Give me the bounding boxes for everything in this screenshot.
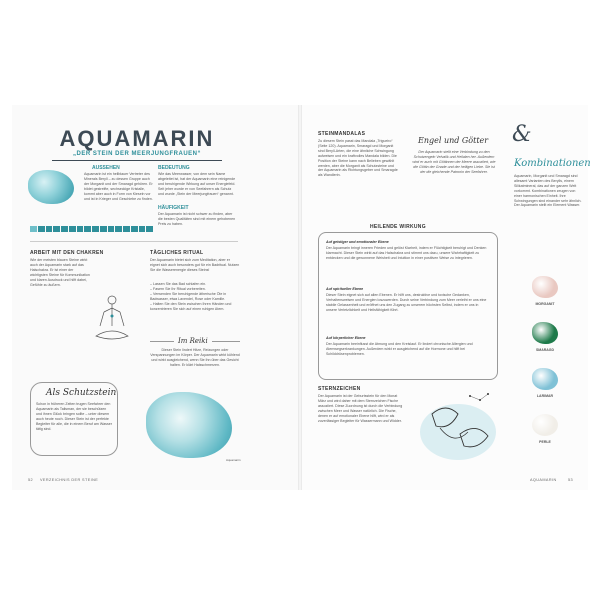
geistig-text: Der Aquamarin bringt inneren Frieden und gelöst Klarheit, indem er Flüchtigkeit beruhigt und Denken klarmacht. Dieser Stein wirkt auf das Halschakra und stimmt uns dazu, unsere Wahrhaftigkeit zu entdecken und die gewonnene Weisheit und Intuition in einer positiven Weise zu integrieren.: [326, 246, 487, 260]
footer-right-label: AQUAMARIN: [530, 478, 557, 482]
haeufigkeit-heading: HÄUFIGKEIT: [158, 205, 189, 211]
spirituell-text: Dieser Stein eignet sich auf allen Ebenen. Er hilft uns, destruktive und toxische Gedanken, Verhaltensweisen und Energien loszuwerden. Durch seine Verbindung zum Meer verleiht er uns eine stabile Gelassenheit und eröffnet uns den Zugang zu unserem höchsten Selbst, indem er uns in unsere Verletzlichkeit und Heilsfähigkeit führt.: [326, 293, 487, 312]
bedeutung-heading: BEDEUTUNG: [158, 165, 190, 171]
reiki-rule-right: [212, 341, 240, 342]
book-gutter: [298, 105, 302, 490]
gem-image: [532, 322, 558, 344]
engel-heading: Engel und Götter: [418, 136, 489, 145]
color-bar-segment: [100, 226, 107, 232]
reiki-rule-left: [150, 341, 174, 342]
ritual-step: – Verwenden Sie beruhigende ätherische Öle in Badwasser, etwa Lavendel, Rose oder Kamille.: [150, 291, 227, 301]
footer-right-page-number: 53: [568, 478, 574, 482]
meditation-figure-illustration: [92, 292, 132, 352]
aquamarine-stone-image: [28, 170, 74, 204]
spirituell-heading: Auf spiritueller Ebene: [326, 287, 364, 291]
ritual-step: – Fasern Sie Ihr Ritual vorbereiten.: [150, 286, 206, 291]
heilende-heading: HEILENDE WIRKUNG: [366, 224, 430, 230]
geistig-heading: Auf geistiger und emotionaler Ebene: [326, 240, 389, 244]
reiki-text: Dieser Stein lindert Hitze, Reizungen oder Verspannungen im Körper. Der Aquamarin wirkt kühlend und wirkt ausgleichend, wenn Sie ihn über das Gesicht halten. Er klärt Halsschmerzen.: [150, 348, 240, 367]
engel-text: Der Aquamarin stellt eine Verbindung zu den Schutzengeln Velvalik und Heilalen her. Außerdem wird er auch mit Göttinnen der Meere assoziiert, wie die Göttin der Gnade und der heiligen Liebe. Sie ist der die gleichende Patronin der Seefahrer.: [412, 150, 496, 174]
kombinationen-text: Aquamarin, Morganit und Smaragd sind allesamt Varianten des Berylls, einem Silikatmineral, das auf der ganzen Welt vorkommt. Kombinationen zeugen von einer harmonischen Einheit. Ihre Schwingungen sind einander sehr ähnlich. Der Aquamarin stellt ein Element Wasser.: [514, 174, 582, 208]
chakren-text: Wie der meisten blauen Steine wirkt auch der Aquamarin stark auf das Halschakra. Er ist einer der wichtigsten Steine für Kommunikation und klaren Ausdruck und hilft dabei, Gefühle zu äußern.: [30, 258, 90, 287]
gem-label: MORGANIT: [535, 302, 555, 306]
color-bar-segment: [146, 226, 153, 232]
aussehen-heading: AUSSEHEN: [92, 165, 120, 171]
footer-left-label: VERZEICHNIS DER STEINE: [40, 478, 99, 482]
gem-image: [532, 276, 558, 298]
ritual-text: Der Aquamarin bietet sich zum Meditation, aber er eignet sich auch besonders gut für ein Badritual. Nutzen Sie die Wasserenergie dieses Steins!: [150, 258, 240, 272]
color-bar-segment: [108, 226, 115, 232]
color-bar-segment: [30, 226, 37, 232]
koerper-heading: Auf körperlicher Ebene: [326, 336, 366, 340]
title-divider: [52, 160, 222, 161]
page-title: AQUAMARIN: [59, 126, 215, 151]
color-bar-segment: [139, 226, 146, 232]
color-bar-segment: [61, 226, 68, 232]
color-bar-segment: [69, 226, 76, 232]
haeufigkeit-text: Der Aquamarin ist nicht schwer zu finden, aber die besten Qualitäten sind mit einem gehobenen Preis zu haben.: [158, 212, 236, 226]
color-bar-segment: [123, 226, 130, 232]
section-divider: [30, 241, 238, 242]
gem-label: LARIMAR: [536, 394, 554, 398]
ritual-steps-list: [150, 282, 242, 311]
gem-list: [520, 276, 580, 466]
color-bar-segment: [84, 226, 91, 232]
gem-image: [532, 368, 558, 390]
color-bar-segment: [92, 226, 99, 232]
color-bar-segment: [115, 226, 122, 232]
color-bar-segment: [38, 226, 45, 232]
color-bar: [30, 226, 154, 232]
ritual-step: – Lassen Sie das Bad schlafen ein.: [150, 282, 207, 286]
ampersand-icon: &: [512, 122, 532, 147]
schutzstein-text: Schon in früheren Zeiten trugen Seefahrer den Aquamarin als Talisman, der sie beschützen und ihnen Glück bringen sollte – unter diesem auch heute noch. Dieser Stein ist der perfekte Begleiter für alle, die in einem Beruf am Wasser tätig sind.: [36, 402, 112, 431]
chakren-heading: ARBEIT MIT DEN CHAKREN: [30, 250, 104, 256]
ritual-step: – Halten Sie den Stein zwischen Ihren Händen und konzentrieren Sie sich auf einen ruhigen Atem.: [150, 301, 232, 311]
stone-caption: Aquamarin: [226, 458, 241, 462]
steinmandalas-heading: STEINMANDALAS: [318, 131, 366, 137]
color-bar-segment: [46, 226, 53, 232]
pisces-illustration: [410, 384, 500, 468]
gem-label: SMARAGD: [535, 348, 555, 352]
schutzstein-heading: Als Schutzstein: [46, 388, 117, 398]
footer-left-page-number: 52: [28, 478, 34, 482]
color-bar-segment: [131, 226, 138, 232]
reiki-heading: Im Reiki: [178, 337, 208, 345]
bedeutung-text: Wie das Meerwasser, von dem sein Name abgeleitet ist, hat der Aquamarin eine reinigende und beruhigende Wirkung auf unser Energiefeld. Seit jeher wurde er von Seefahrern als Schutz und wurde „Stein der Meerjungfrauen“ genannt.: [158, 172, 236, 196]
color-bar-segment: [77, 226, 84, 232]
steinmandalas-text: Zu diesem Stein passt das Mandala „Trigueiro“ (Seite 120). Aquamarin, Smaragd und Morganit sind Beryll-Arten, die eine ähnliche Schwingung aufweisen und ein kraftvolles Mandala bilden. Die Position der Steine kann nach Belieben gewählt werden, aber die Morganit als Schutzsteine und der Aquamarin als Richtungsgeber und Smaragde als Wandlerin.: [318, 139, 398, 178]
sternzeichen-heading: STERNZEICHEN: [318, 386, 361, 392]
gem-image: [532, 414, 558, 436]
color-bar-segment: [53, 226, 60, 232]
sternzeichen-text: Der Aquamarin ist der Geburtsstein für den Monat März und wird daher mit dem Sternzeichen Fische assoziiert. Diese Zuordnung ist durch die Verbindung zwischen Meer und Wasser natürlich. Die Fische, denen er auf emotionaler Ebene hilft, wird er als zuverlässiger Begleiter für Wassermann und Widder.: [318, 394, 403, 423]
aussehen-text: Aquamarin ist ein hellblauer Vertreter des Minerals Beryll – zu dessen Gruppe auch der Morganit und der Smaragd gehören. Er bildet gestreifte, sechseckige Kristalle, kommt aber auch in Form von Kieseln vor und ist in Krieger und Geschiebe zu finden.: [84, 172, 153, 201]
gem-label: PERLE: [539, 440, 551, 444]
page-subtitle: „DER STEIN DER MEERJUNGFRAUEN“: [72, 151, 201, 157]
koerper-text: Der Aquamarin beeinflusst die Atmung und den Kreislauf. Er lindert chronische Allergien und Atemwegserkrankungen. Außerdem wirkt er ausgleichend auf die Hormone und hilft bei Schilddrüsenproblemen.: [326, 342, 473, 356]
kombinationen-heading: Kombinationen: [514, 158, 591, 169]
ritual-heading: TÄGLICHES RITUAL: [150, 250, 204, 256]
